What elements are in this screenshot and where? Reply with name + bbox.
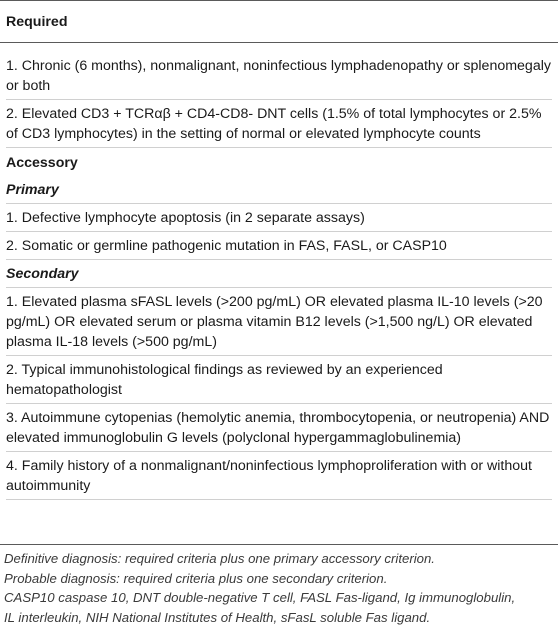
- secondary-item-2: 2. Typical immunohistological findings as reviewed by an experienced hematopathologist: [6, 356, 552, 404]
- secondary-item-4: 4. Family history of a nonmalignant/noninfectious lymphoproliferation with or without autoimmunity: [6, 452, 552, 500]
- primary-item-2: 2. Somatic or germline pathogenic mutation in FAS, FASL, or CASP10: [6, 232, 552, 260]
- footnote-abbreviations-2: IL interleukin, NIH National Institutes of Health, sFasL soluble Fas ligand.: [4, 609, 431, 625]
- accessory-heading: Accessory: [6, 155, 78, 171]
- table-header-required: Required: [6, 14, 68, 30]
- top-rule: [0, 0, 558, 1]
- header-rule: [0, 42, 558, 43]
- secondary-heading: Secondary: [6, 260, 552, 288]
- required-item-2: 2. Elevated CD3 + TCRαβ + CD4-CD8- DNT cells (1.5% of total lymphocytes or 2.5% of CD3 lymphocytes) in the setting of normal or elevated lymphocyte counts: [6, 100, 552, 148]
- table-body: [6, 52, 552, 500]
- bottom-rule: [0, 544, 558, 545]
- required-item-1: 1. Chronic (6 months), nonmalignant, noninfectious lymphadenopathy or splenomegaly or both: [6, 52, 552, 100]
- primary-heading: Primary: [6, 176, 552, 204]
- secondary-item-3: 3. Autoimmune cytopenias (hemolytic anemia, thrombocytopenia, or neutropenia) AND elevated immunoglobulin G levels (polyclonal hypergammaglobulinemia): [6, 404, 552, 452]
- secondary-item-1: 1. Elevated plasma sFASL levels (>200 pg/mL) OR elevated plasma IL-10 levels (>20 pg/mL) OR elevated serum or plasma vitamin B12 levels (>1,500 ng/L) OR elevated plasma IL-18 levels (>500 pg/mL): [6, 288, 552, 356]
- footnote-abbreviations-1: CASP10 caspase 10, DNT double-negative T cell, FASL Fas-ligand, Ig immunoglobulin,: [4, 590, 516, 605]
- primary-item-1: 1. Defective lymphocyte apoptosis (in 2 separate assays): [6, 204, 552, 232]
- footnote-probable: Probable diagnosis: required criteria plus one secondary criterion.: [4, 570, 388, 586]
- table-footnotes: [4, 549, 554, 627]
- footnote-definitive: Definitive diagnosis: required criteria plus one primary accessory criterion.: [4, 551, 435, 566]
